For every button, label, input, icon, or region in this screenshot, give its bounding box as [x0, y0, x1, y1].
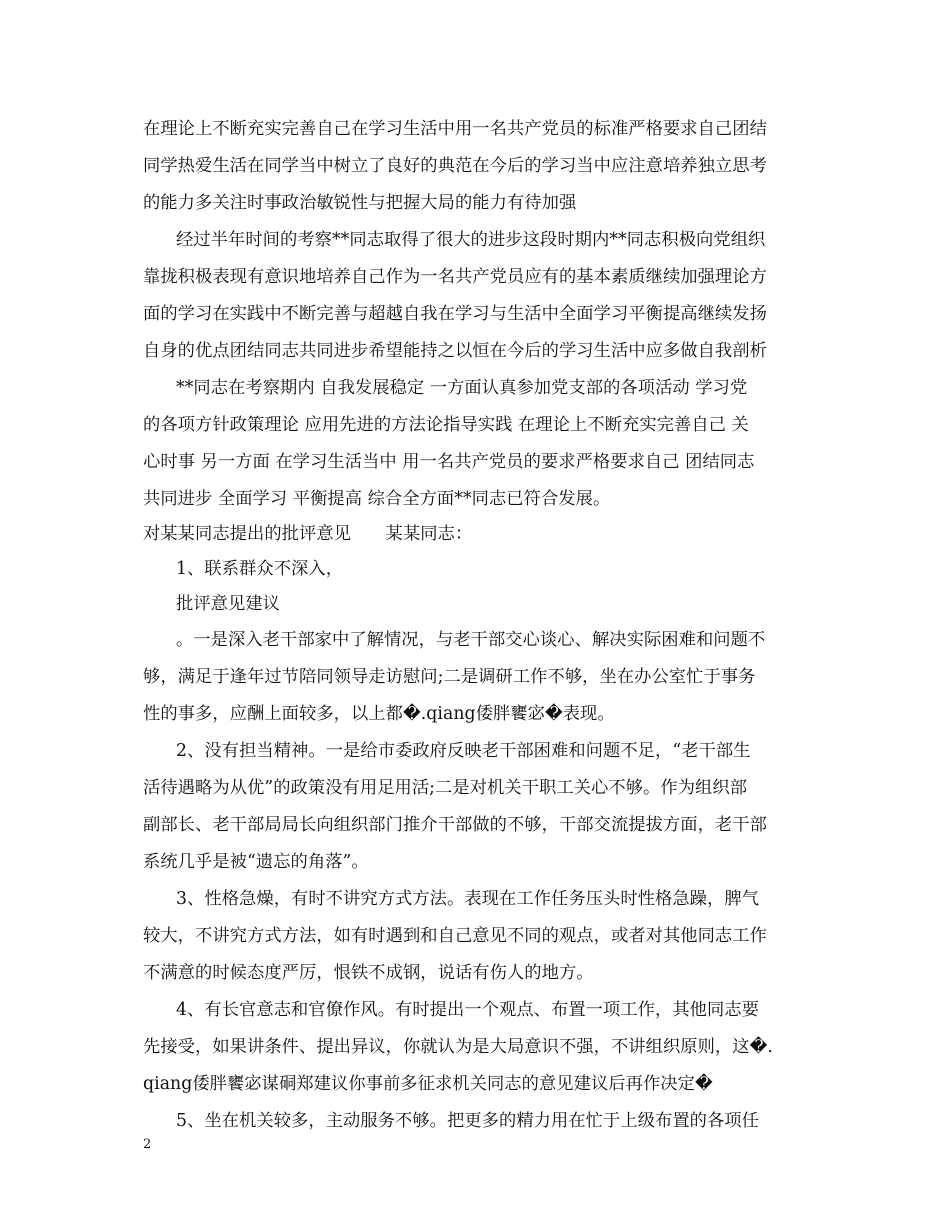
text-line: qiang倭胖饔宓谋硐郑建议你事前多征求机关同志的意见建议后再作决定�	[143, 1074, 713, 1094]
text-line: 3、性格急燥，有时不讲究方式方法。表现在工作任务压头时性格急躁，脾气	[176, 889, 759, 909]
text-line: 2、没有担当精神。一是给市委政府反映老干部困难和问题不足，“老干部生	[176, 741, 751, 761]
text-line: 系统几乎是被“遗忘的角落”。	[143, 852, 369, 872]
text-line: 够，满足于逢年过节陪同领导走访慰问;二是调研工作不够，坐在办公室忙于事务	[143, 667, 756, 687]
text-line: 同学热爱生活在同学当中树立了良好的典范在今后的学习当中应注意培养独立思考	[143, 156, 767, 176]
text-line: 活待遇略为从优”的政策没有用足用活;二是对机关干职工关心不够。作为组织部	[143, 778, 748, 798]
text-line: 5、坐在机关较多，主动服务不够。把更多的精力用在忙于上级布置的各项任	[176, 1111, 759, 1131]
text-line: 靠拢积极表现有意识地培养自己作为一名共产党员应有的基本素质继续加强理论方	[143, 267, 767, 287]
text-line: 在理论上不断充实完善自己在学习生活中用一名共产党员的标准严格要求自己团结	[143, 119, 767, 139]
text-line: 的能力多关注时事政治敏锐性与把握大局的能力有待加强	[143, 193, 577, 213]
text-line: 性的事多，应酬上面较多，以上都�.qiang倭胖饔宓�表现。	[143, 704, 615, 724]
text-line: 4、有长官意志和官僚作风。有时提出一个观点、布置一项工作，其他同志要	[176, 1000, 759, 1020]
text-line: 不满意的时候态度严厉，恨铁不成钢，说话有伤人的地方。	[143, 963, 594, 983]
page-number: 2	[143, 1137, 152, 1152]
text-line: 先接受，如果讲条件、提出异议，你就认为是大局意识不强，不讲组织原则，这�.	[143, 1037, 773, 1057]
list-item-heading: 1、联系群众不深入，	[176, 559, 344, 579]
section-heading: 对某某同志提出的批评意见 某某同志：	[143, 524, 473, 544]
text-line: **同志在考察期内 自我发展稳定 一方面认真参加党支部的各项活动 学习党	[176, 378, 748, 398]
text-line: 的各项方针政策理论 应用先进的方法论指导实践 在理论上不断充实完善自己 关	[143, 415, 749, 435]
text-line: 共同进步 全面学习 平衡提高 综合全方面**同志已符合发展。	[143, 489, 611, 509]
text-line: 副部长、老干部局局长向组织部门推介干部做的不够，干部交流提拔方面，老干部	[143, 815, 767, 835]
text-line: 较大，不讲究方式方法，如有时遇到和自己意见不同的观点，或者对其他同志工作	[143, 926, 767, 946]
text-line: 经过半年时间的考察**同志取得了很大的进步这段时期内**同志积极向党组织	[176, 230, 766, 250]
subheading: 批评意见建议	[176, 594, 280, 614]
text-line: 。一是深入老干部家中了解情况，与老干部交心谈心、解决实际困难和问题不	[176, 630, 766, 650]
text-line: 心时事 另一方面 在学习生活当中 用一名共产党员的要求严格要求自己 团结同志	[143, 452, 755, 472]
text-line: 面的学习在实践中不断完善与超越自我在学习与生活中全面学习平衡提高继续发扬	[143, 304, 767, 324]
text-line: 自身的优点团结同志共同进步希望能持之以恒在今后的学习生活中应多做自我剖析	[143, 341, 767, 361]
